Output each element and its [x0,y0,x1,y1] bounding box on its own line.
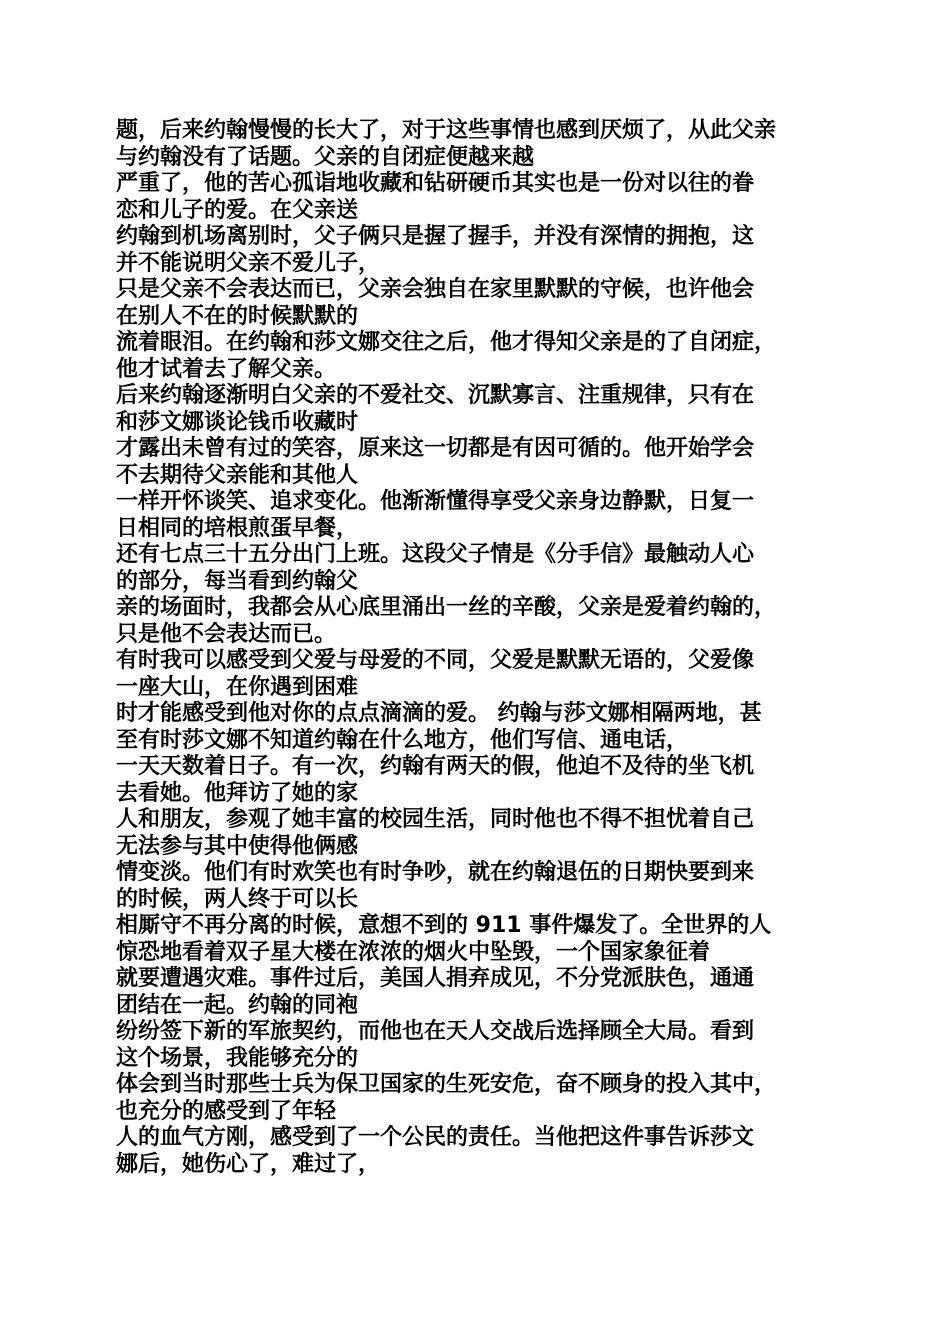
text-line: 相厮守不再分离的时候，意想不到的 911 事件爆发了。全世界的人 [116,913,772,938]
text-line: 情变淡。他们有时欢笑也有时争吵，就在约翰退伍的日期快要到来 [116,860,755,885]
text-line: 的时候，两人终于可以长 [116,886,359,912]
text-line: 人的血气方刚，感受到了一个公民的责任。当他把这件事告诉莎文 [116,1125,755,1150]
text-line: 纷纷签下新的军旅契约，而他也在天人交战后选择顾全大局。看到 [116,1019,755,1044]
text-line: 日相同的培根煎蛋早餐， [116,515,359,541]
text-line: 恋和儿子的爱。在父亲送 [116,197,359,223]
text-line: 这个场景，我能够充分的 [116,1045,359,1071]
text-line: 有时我可以感受到父爱与母爱的不同，父爱是默默无语的，父爱像 [116,648,755,673]
text-line: 团结在一起。约翰的同袍 [116,992,359,1018]
text-line: 一座大山，在你遇到困难 [116,674,359,700]
text-line: 人和朋友，参观了她丰富的校园生活，同时他也不得不担忧着自己 [116,807,755,832]
text-line: 娜后，她伤心了，难过了， [116,1151,381,1177]
text-line: 惊恐地看着双子星大楼在浓浓的烟火中坠毁，一个国家象征着 [116,939,711,965]
text-line: 时才能感受到他对你的点点滴滴的爱。 约翰与莎文娜相隔两地，甚 [116,701,762,726]
text-line: 亲的场面时，我都会从心底里涌出一丝的辛酸，父亲是爱着约翰的， [116,595,777,620]
body-text [116,118,846,1178]
text-line: 和莎文娜谈论钱币收藏时 [116,409,359,435]
text-line: 不去期待父亲能和其他人 [116,462,359,488]
text-line: 才露出未曾有过的笑容，原来这一切都是有因可循的。他开始学会 [116,436,755,461]
text-line: 就要遭遇灾难。事件过后，美国人捐弃成见，不分党派肤色，通通 [116,966,755,991]
text-line: 只是他不会表达而已。 [116,621,337,647]
text-line: 与约翰没有了话题。父亲的自闭症便越来越 [116,144,535,170]
text-line: 他才试着去了解父亲。 [116,356,337,382]
text-line: 只是父亲不会表达而已，父亲会独自在家里默默的守候，也许他会 [116,277,755,302]
text-line: 的部分，每当看到约翰父 [116,568,359,594]
text-line: 一样开怀谈笑、追求变化。他渐渐懂得享受父亲身边静默，日复一 [116,489,755,514]
text-line: 流着眼泪。在约翰和莎文娜交往之后，他才得知父亲是的了自闭症， [116,330,777,355]
text-line: 约翰到机场离别时，父子俩只是握了握手，并没有深情的拥抱，这 [116,224,755,249]
text-line: 体会到当时那些士兵为保卫国家的生死安危，奋不顾身的投入其中， [116,1072,777,1097]
text-line: 去看她。他拜访了她的家 [116,780,359,806]
text-line: 还有七点三十五分出门上班。这段父子情是《分手信》最触动人心 [116,542,755,567]
text-line: 并不能说明父亲不爱儿子， [116,250,381,276]
text-line: 也充分的感受到了年轻 [116,1098,337,1124]
text-line: 后来约翰逐渐明白父亲的不爱社交、沉默寡言、注重规律，只有在 [116,383,755,408]
text-line: 至有时莎文娜不知道约翰在什么地方，他们写信、通电话， [116,727,689,753]
text-line: 一天天数着日子。有一次，约翰有两天的假，他迫不及待的坐飞机 [116,754,755,779]
text-line: 在别人不在的时候默默的 [116,303,359,329]
text-line: 严重了，他的苦心孤诣地收藏和钻研硬币其实也是一份对以往的眷 [116,171,755,196]
text-line: 题，后来约翰慢慢的长大了，对于这些事情也感到厌烦了，从此父亲 [116,118,777,143]
text-line: 无法参与其中使得他俩感 [116,833,359,859]
